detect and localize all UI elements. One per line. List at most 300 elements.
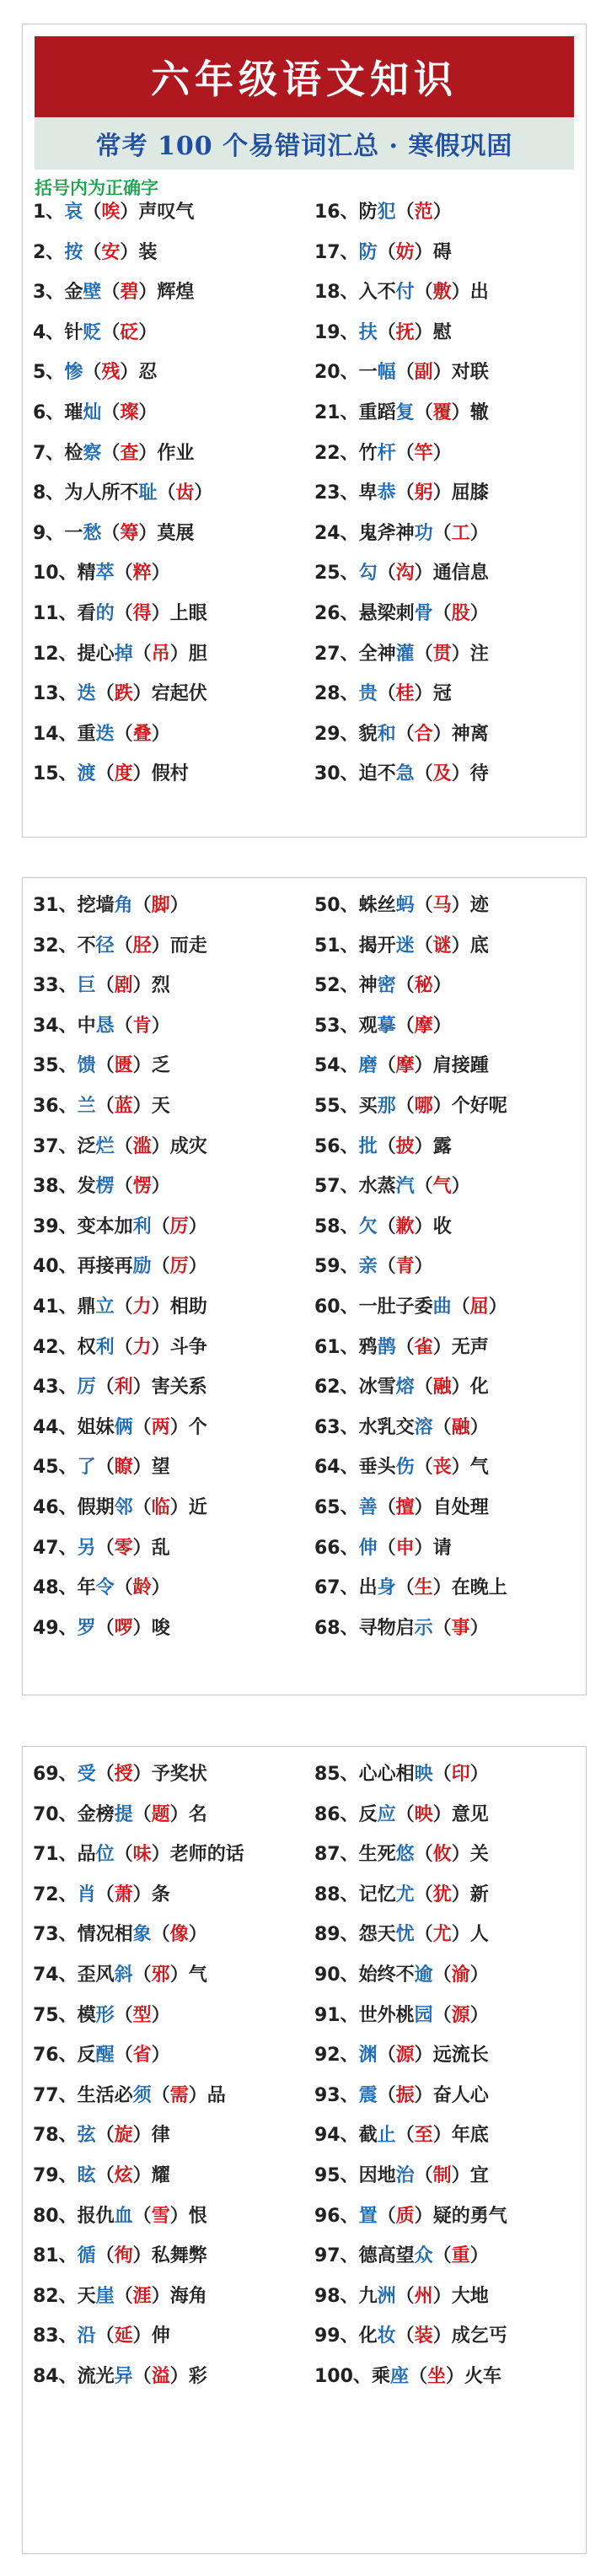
paren-open: （	[95, 2245, 115, 2266]
item-number: 5、	[33, 362, 65, 383]
item-number: 51、	[314, 935, 359, 957]
paren-close: ）	[132, 2125, 152, 2146]
wrong-char: 渊	[358, 2045, 378, 2066]
word-prefix: 神	[358, 975, 378, 996]
paren-close: ）	[132, 975, 152, 996]
paren-open: （	[377, 1256, 396, 1277]
correct-char: 厉	[169, 1256, 189, 1277]
word-prefix: 天	[77, 2286, 96, 2307]
paren-close: ）	[414, 1497, 433, 1518]
paren-open: （	[114, 603, 133, 624]
correct-char: 炫	[114, 2165, 133, 2186]
word-suffix: 宕起伏	[151, 683, 207, 704]
paren-close: ）	[151, 603, 170, 624]
wrong-char: 立	[95, 1296, 115, 1318]
word-item	[33, 521, 194, 547]
paren-open: （	[114, 1136, 133, 1157]
word-suffix: 收	[432, 1216, 452, 1237]
word-prefix: 发	[77, 1176, 96, 1197]
word-item	[33, 2043, 170, 2068]
word-prefix: 买	[358, 1096, 378, 1117]
paren-close: ）	[451, 644, 470, 665]
paren-open: （	[414, 1176, 433, 1197]
paren-open: （	[95, 763, 115, 784]
wrong-char: 磨	[358, 1055, 378, 1076]
paren-open: （	[114, 1577, 133, 1598]
correct-char: 工	[451, 523, 470, 544]
paren-open: （	[151, 2085, 170, 2106]
paren-open: （	[395, 1577, 415, 1598]
paren-close: ）	[469, 1618, 489, 1639]
word-prefix: 金	[64, 282, 83, 303]
paren-close: ）	[132, 763, 152, 784]
wrong-char: 惨	[64, 362, 83, 383]
wrong-char: 和	[377, 724, 396, 745]
paren-open: （	[95, 1884, 115, 1905]
paren-open: （	[414, 1457, 433, 1478]
wrong-char: 迭	[95, 724, 115, 745]
correct-char: 省	[132, 2045, 152, 2066]
word-suffix: 海角	[169, 2286, 207, 2307]
word-prefix: 金榜	[77, 1804, 115, 1825]
word-prefix: 防	[358, 202, 378, 223]
word-suffix: 忍	[138, 362, 158, 383]
paren-open: （	[101, 282, 121, 303]
word-prefix: 水蒸	[358, 1176, 396, 1197]
wrong-char: 按	[64, 242, 83, 263]
word-item	[33, 642, 207, 667]
word-item	[314, 280, 489, 305]
word-item	[314, 2324, 507, 2349]
paren-close: ）	[432, 443, 452, 464]
word-prefix: 入不	[358, 282, 396, 303]
item-number: 10、	[33, 563, 78, 584]
paren-open: （	[377, 1216, 396, 1237]
paren-open: （	[101, 402, 121, 423]
correct-char: 敷	[432, 282, 452, 303]
item-number: 60、	[314, 1296, 359, 1318]
word-item	[314, 240, 452, 266]
correct-char: 丧	[432, 1457, 452, 1478]
word-item	[33, 1455, 170, 1480]
word-suffix: 装	[138, 242, 158, 263]
wrong-char: 愁	[83, 523, 102, 544]
paren-close: ）	[120, 362, 139, 383]
paren-close: ）	[132, 1618, 152, 1639]
word-suffix: 莫展	[157, 523, 195, 544]
paren-close: ）	[432, 362, 452, 383]
vocab-card-2	[22, 877, 587, 1695]
paren-open: （	[414, 1844, 433, 1865]
wrong-char: 复	[395, 402, 415, 423]
correct-char: 尤	[432, 1924, 452, 1945]
paren-close: ）	[169, 2366, 189, 2387]
item-number: 1、	[33, 202, 65, 223]
correct-char: 蓝	[114, 1096, 133, 1117]
paren-close: ）	[451, 1844, 470, 1865]
paren-open: （	[83, 202, 102, 223]
correct-char: 青	[395, 1256, 415, 1277]
wrong-char: 巨	[77, 975, 96, 996]
word-item	[33, 1616, 170, 1641]
word-item	[33, 1963, 207, 1988]
paren-close: ）	[451, 1457, 470, 1478]
word-suffix: 待	[469, 763, 489, 784]
word-prefix: 因地	[358, 2165, 396, 2186]
word-item	[314, 401, 489, 426]
word-suffix: 天	[151, 1096, 170, 1117]
word-suffix: 慰	[432, 322, 452, 343]
word-suffix: 关	[469, 1844, 489, 1865]
item-number: 34、	[33, 1016, 78, 1037]
wrong-char: 提	[114, 1804, 133, 1825]
correct-char: 瞭	[114, 1457, 133, 1478]
wrong-char: 迭	[77, 683, 96, 704]
wrong-char: 忧	[395, 1924, 415, 1945]
correct-char: 摩	[395, 1055, 415, 1076]
word-prefix: 不	[77, 935, 96, 957]
wrong-char: 蚂	[395, 895, 415, 916]
item-number: 75、	[33, 2005, 78, 2026]
word-item	[314, 893, 489, 919]
paren-close: ）	[151, 1577, 170, 1598]
correct-char: 跌	[114, 683, 133, 704]
correct-char: 雪	[151, 2206, 170, 2227]
word-suffix: 假村	[151, 763, 189, 784]
paren-close: ）	[451, 402, 470, 423]
word-item	[33, 1215, 207, 1240]
word-prefix: 璀	[64, 402, 83, 423]
word-suffix: 害关系	[151, 1377, 207, 1398]
word-item	[314, 441, 452, 466]
word-item	[314, 321, 452, 346]
correct-char: 气	[432, 1176, 452, 1197]
paren-close: ）	[138, 402, 158, 423]
paren-open: （	[432, 2005, 452, 2026]
paren-close: ）	[414, 2085, 433, 2106]
word-suffix: 成灾	[169, 1136, 207, 1157]
wrong-char: 杆	[377, 443, 396, 464]
wrong-char: 萃	[95, 563, 115, 584]
correct-char: 像	[169, 1924, 189, 1945]
paren-open: （	[414, 2165, 433, 2186]
correct-char: 得	[132, 603, 152, 624]
paren-open: （	[151, 1256, 170, 1277]
paren-close: ）	[469, 2005, 489, 2026]
paren-close: ）	[432, 2125, 452, 2146]
paren-close: ）	[132, 2245, 152, 2266]
paren-close: ）	[120, 242, 139, 263]
word-item	[33, 2123, 170, 2148]
item-number: 61、	[314, 1337, 359, 1358]
word-prefix: 生活必	[77, 2085, 133, 2106]
correct-char: 胫	[132, 935, 152, 957]
title-banner	[35, 36, 574, 117]
word-suffix: 声叹气	[138, 202, 195, 223]
word-prefix: 鬼斧神	[358, 523, 415, 544]
paren-close: ）	[138, 443, 158, 464]
paren-open: （	[377, 1538, 396, 1559]
correct-char: 哪	[414, 1096, 433, 1117]
word-item	[314, 2284, 489, 2309]
paren-close: ）	[451, 1884, 470, 1905]
wrong-char: 血	[114, 2206, 133, 2227]
wrong-char: 妆	[377, 2325, 396, 2347]
word-item	[33, 2003, 170, 2029]
paren-open: （	[395, 362, 415, 383]
word-suffix: 望	[151, 1457, 170, 1478]
wrong-char: 察	[83, 443, 102, 464]
paren-open: （	[114, 1016, 133, 1037]
correct-char: 合	[414, 724, 433, 745]
word-suffix: 唆	[151, 1618, 170, 1639]
item-number: 36、	[33, 1096, 78, 1117]
word-suffix: 烈	[151, 975, 170, 996]
paren-close: ）	[151, 935, 170, 957]
paren-open: （	[414, 644, 433, 665]
word-suffix: 远流长	[432, 2045, 489, 2066]
wrong-char: 罗	[77, 1618, 96, 1639]
item-number: 78、	[33, 2125, 78, 2146]
word-suffix: 斗争	[169, 1337, 207, 1358]
paren-close: ）	[451, 1377, 470, 1398]
wrong-char: 了	[77, 1457, 96, 1478]
paren-close: ）	[414, 563, 433, 584]
correct-char: 披	[395, 1136, 415, 1157]
item-number: 92、	[314, 2045, 359, 2066]
word-item	[314, 360, 489, 385]
correct-char: 需	[169, 2085, 189, 2106]
paren-close: ）	[414, 242, 433, 263]
word-prefix: 记忆	[358, 1884, 396, 1905]
paren-close: ）	[469, 523, 489, 544]
word-item	[314, 1963, 489, 1988]
paren-open: （	[132, 2366, 152, 2387]
word-item	[33, 2324, 170, 2349]
word-item	[33, 2364, 207, 2390]
word-prefix: 一	[64, 523, 83, 544]
word-prefix: 针	[64, 322, 83, 343]
correct-char: 脚	[151, 895, 170, 916]
paren-open: （	[377, 1497, 396, 1518]
item-number: 40、	[33, 1256, 78, 1277]
item-number: 82、	[33, 2286, 78, 2307]
item-number: 46、	[33, 1497, 78, 1518]
word-suffix: 伸	[151, 2325, 170, 2347]
word-prefix: 情况相	[77, 1924, 133, 1945]
item-number: 79、	[33, 2165, 78, 2186]
paren-open: （	[377, 2206, 396, 2227]
wrong-char: 座	[389, 2366, 409, 2387]
word-prefix: 反	[77, 2045, 96, 2066]
wrong-char: 醒	[95, 2045, 115, 2066]
word-prefix: 为人所不	[64, 482, 139, 504]
correct-char: 振	[395, 2085, 415, 2106]
word-suffix: 底	[469, 935, 489, 957]
paren-close: ）	[414, 2206, 433, 2227]
paren-close: ）	[414, 2045, 433, 2066]
word-prefix: 寻物启	[358, 1618, 415, 1639]
word-item	[314, 1174, 470, 1199]
paren-close: ）	[432, 2286, 452, 2307]
item-number: 49、	[33, 1618, 78, 1639]
word-suffix: 人	[469, 1924, 489, 1945]
correct-char: 度	[114, 763, 133, 784]
paren-open: （	[395, 724, 415, 745]
paren-close: ）	[151, 1136, 170, 1157]
item-number: 7、	[33, 443, 65, 464]
correct-char: 筹	[120, 523, 139, 544]
word-item	[33, 561, 170, 586]
word-suffix: 老师的话	[169, 1844, 244, 1865]
word-suffix: 乏	[151, 1055, 170, 1076]
item-number: 80、	[33, 2206, 78, 2227]
word-suffix: 个好呢	[451, 1096, 507, 1117]
word-prefix: 生死	[358, 1844, 396, 1865]
paren-open: （	[151, 1924, 170, 1945]
paren-open: （	[101, 322, 121, 343]
paren-close: ）	[132, 2325, 152, 2347]
word-item	[33, 2244, 207, 2269]
word-prefix: 悬梁刺	[358, 603, 415, 624]
word-prefix: 一	[358, 362, 378, 383]
wrong-char: 汽	[395, 1176, 415, 1197]
item-number: 24、	[314, 523, 359, 544]
wrong-char: 肖	[77, 1884, 96, 1905]
wrong-char: 善	[358, 1497, 378, 1518]
word-item	[314, 1054, 489, 1079]
correct-char: 滥	[132, 1136, 152, 1157]
word-item	[33, 601, 207, 627]
word-item	[314, 2364, 501, 2390]
item-number: 14、	[33, 724, 78, 745]
word-suffix: 个	[188, 1417, 207, 1438]
word-prefix: 一肚子委	[358, 1296, 433, 1318]
word-prefix: 姐妹	[77, 1417, 115, 1438]
item-number: 81、	[33, 2245, 78, 2266]
word-prefix: 报仇	[77, 2206, 115, 2227]
word-item	[33, 321, 157, 346]
word-suffix: 屈膝	[451, 482, 489, 504]
paren-open: （	[95, 2165, 115, 2186]
paren-close: ）	[151, 1844, 170, 1865]
paren-close: ）	[432, 2325, 452, 2347]
correct-char: 璨	[120, 402, 139, 423]
item-number: 74、	[33, 1964, 78, 1986]
paren-close: ）	[446, 2366, 465, 2387]
wrong-char: 迷	[395, 935, 415, 957]
word-item	[314, 200, 452, 225]
word-item	[33, 1536, 170, 1561]
word-suffix: 上眼	[169, 603, 207, 624]
paren-open: （	[432, 1417, 452, 1438]
subtitle-banner	[35, 117, 574, 170]
wrong-char: 恭	[377, 482, 396, 504]
word-suffix: 乱	[151, 1538, 170, 1559]
paren-open: （	[114, 563, 133, 584]
word-suffix: 肩接踵	[432, 1055, 489, 1076]
item-number: 43、	[33, 1377, 78, 1398]
item-number: 2、	[33, 242, 65, 263]
word-suffix: 近	[188, 1497, 207, 1518]
paren-open: （	[132, 895, 152, 916]
item-number: 65、	[314, 1497, 359, 1518]
paren-open: （	[432, 1764, 452, 1785]
correct-char: 邪	[151, 1964, 170, 1986]
paren-close: ）	[451, 1176, 470, 1197]
word-item	[314, 1883, 489, 1908]
word-item	[314, 1215, 452, 1240]
paren-close: ）	[451, 895, 470, 916]
word-item	[314, 1762, 489, 1787]
word-prefix: 蛛丝	[358, 895, 396, 916]
paren-close: ）	[132, 683, 152, 704]
correct-char: 徇	[114, 2245, 133, 2266]
correct-char: 叠	[132, 724, 152, 745]
word-suffix: 自处理	[432, 1497, 489, 1518]
paren-close: ）	[432, 1096, 452, 1117]
word-item	[314, 2083, 489, 2109]
word-item	[33, 2083, 226, 2109]
word-item	[33, 2284, 207, 2309]
correct-char: 至	[414, 2125, 433, 2146]
paren-close: ）	[169, 644, 189, 665]
item-number: 44、	[33, 1417, 78, 1438]
wrong-char: 付	[395, 282, 415, 303]
item-number: 97、	[314, 2245, 359, 2266]
paren-open: （	[377, 1055, 396, 1076]
item-number: 35、	[33, 1055, 78, 1076]
paren-open: （	[414, 282, 433, 303]
item-number: 87、	[314, 1844, 359, 1865]
item-number: 22、	[314, 443, 359, 464]
item-number: 86、	[314, 1804, 359, 1825]
paren-close: ）	[432, 724, 452, 745]
word-prefix: 鼎	[77, 1296, 96, 1318]
item-number: 28、	[314, 683, 359, 704]
word-suffix: 迹	[469, 895, 489, 916]
word-item	[33, 1762, 207, 1787]
word-item	[314, 1576, 507, 1601]
wrong-char: 治	[395, 2165, 415, 2186]
correct-char: 粹	[132, 563, 152, 584]
paren-open: （	[83, 242, 102, 263]
paren-open: （	[432, 523, 452, 544]
item-number: 67、	[314, 1577, 359, 1598]
paren-close: ）	[169, 1417, 189, 1438]
word-suffix: 无声	[451, 1337, 489, 1358]
item-number: 32、	[33, 935, 78, 957]
word-prefix: 假期	[77, 1497, 115, 1518]
paren-open: （	[432, 1618, 452, 1639]
paren-close: ）	[451, 935, 470, 957]
word-suffix: 大地	[451, 2286, 489, 2307]
wrong-char: 渡	[77, 763, 96, 784]
paren-open: （	[95, 1055, 115, 1076]
paren-open: （	[377, 242, 396, 263]
correct-char: 攸	[432, 1844, 452, 1865]
wrong-char: 令	[95, 1577, 115, 1598]
correct-char: 吊	[151, 644, 170, 665]
wrong-char: 循	[77, 2245, 96, 2266]
word-suffix: 恨	[188, 2206, 207, 2227]
word-item	[33, 1842, 244, 1867]
paren-open: （	[414, 1377, 433, 1398]
item-number: 99、	[314, 2325, 359, 2347]
paren-open: （	[95, 683, 115, 704]
correct-char: 愣	[132, 1176, 152, 1197]
paren-open: （	[114, 1296, 133, 1318]
